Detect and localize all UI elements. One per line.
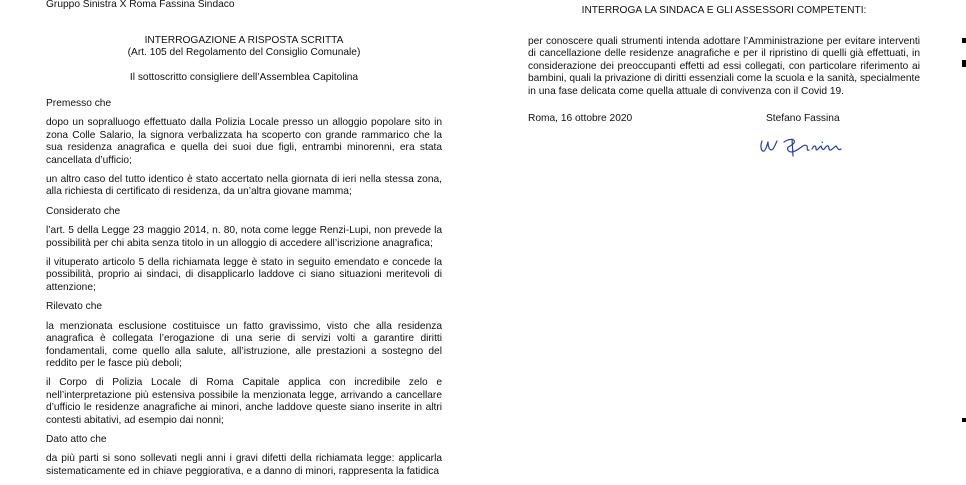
- signature-strokes: [761, 139, 841, 156]
- paragraph: da più parti si sono sollevati negli anni i gravi difetti della richiamata legge: applicarla sistematicamente ed in chiave peggiorativa, e a danno di minori, rappresenta la fatidica: [46, 453, 442, 477]
- edge-blip: [962, 38, 966, 43]
- signatory-name: Stefano Fassina: [766, 113, 840, 124]
- paragraph: dopo un sopralluogo effettuato dalla Polizia Locale presso un alloggio popolare sito in zona Colle Salario, la signora verbalizzata ha scoperto con grande rammarico che la sua residenza anagrafica e quella dei suoi due figli, entrambi minorenni, era stata cancellata d’ufficio;: [46, 117, 442, 166]
- paragraph: il Corpo di Polizia Locale di Roma Capitale applica con incredibile zelo e nell’interpretazione più estensiva possibile la menzionata legge, arrivando a cancellare d’ufficio le residenze anagrafiche ai minori, anche laddove queste siano inserite in altri contesti abitativi, ad esempio dai nonni;: [46, 377, 442, 426]
- councillor-line: Il sottoscritto consigliere dell’Assemblea Capitolina: [129, 72, 359, 84]
- paragraph: il vituperato articolo 5 della richiamata legge è stato in seguito emendato e concede la possibilità, proprio ai sindaci, di disapplicarlo laddove ci siano situazioni meritevoli di attenzione;: [46, 257, 442, 293]
- place-and-date: Roma, 16 ottobre 2020: [528, 113, 633, 124]
- interrogation-request: per conoscere quali strumenti intenda adottare l’Amministrazione per evitare interventi di cancellazione delle residenze anagrafiche e per il ripristino di quelli già effettuati, in considerazione dei preoccupanti effetti ad essi collegati, con particolare riferimento ai bambini, quali la privazione di diritti essenziali come la scuola e la sanità, specialmente in una fase delicata come quella attuale di convivenza con il Covid 19.: [528, 36, 920, 97]
- handwritten-signature-icon: [756, 132, 868, 160]
- paragraph: la menzionata esclusione costituisce un fatto gravissimo, visto che alla residenza anagrafica è collegata l’erogazione di una serie di servizi volti a garantire diritti fondamentali, come quello alla salute, all’istruzione, alle prestazioni a sostegno del reddito per le fasce più deboli;: [46, 320, 442, 369]
- section-label: Premesso che: [46, 98, 112, 109]
- section-label: Considerato che: [46, 205, 121, 217]
- premises-body: [46, 98, 442, 485]
- group-header: Gruppo Sinistra X Roma Fassina Sindaco: [46, 0, 235, 10]
- paragraph: un altro caso del tutto identico è stato accertato nella giornata di ieri nella stessa zona, alla richiesta di certificato di residenza, da un’altra giovane mamma;: [46, 174, 442, 198]
- section-label: Rilevato che: [46, 301, 103, 313]
- edge-blip: [962, 418, 966, 422]
- paragraph: l’art. 5 della Legge 23 maggio 2014, n. 80, nota come legge Renzi-Lupi, non prevede la possibilità per chi abita senza titolo in un alloggio di accedere all’iscrizione anagrafica;: [46, 225, 442, 249]
- section-label: Dato atto che: [46, 433, 107, 445]
- scan-edge-marks: [962, 0, 966, 448]
- document-title: INTERROGAZIONE A RISPOSTA SCRITTA: [144, 35, 344, 46]
- edge-blip: [962, 60, 966, 67]
- title-block: [46, 35, 442, 85]
- regulation-reference: (Art. 105 del Regolamento del Consiglio Comunale): [127, 47, 361, 59]
- interrogation-header: INTERROGA LA SINDACA E GLI ASSESSORI COMPETENTI:: [581, 5, 867, 16]
